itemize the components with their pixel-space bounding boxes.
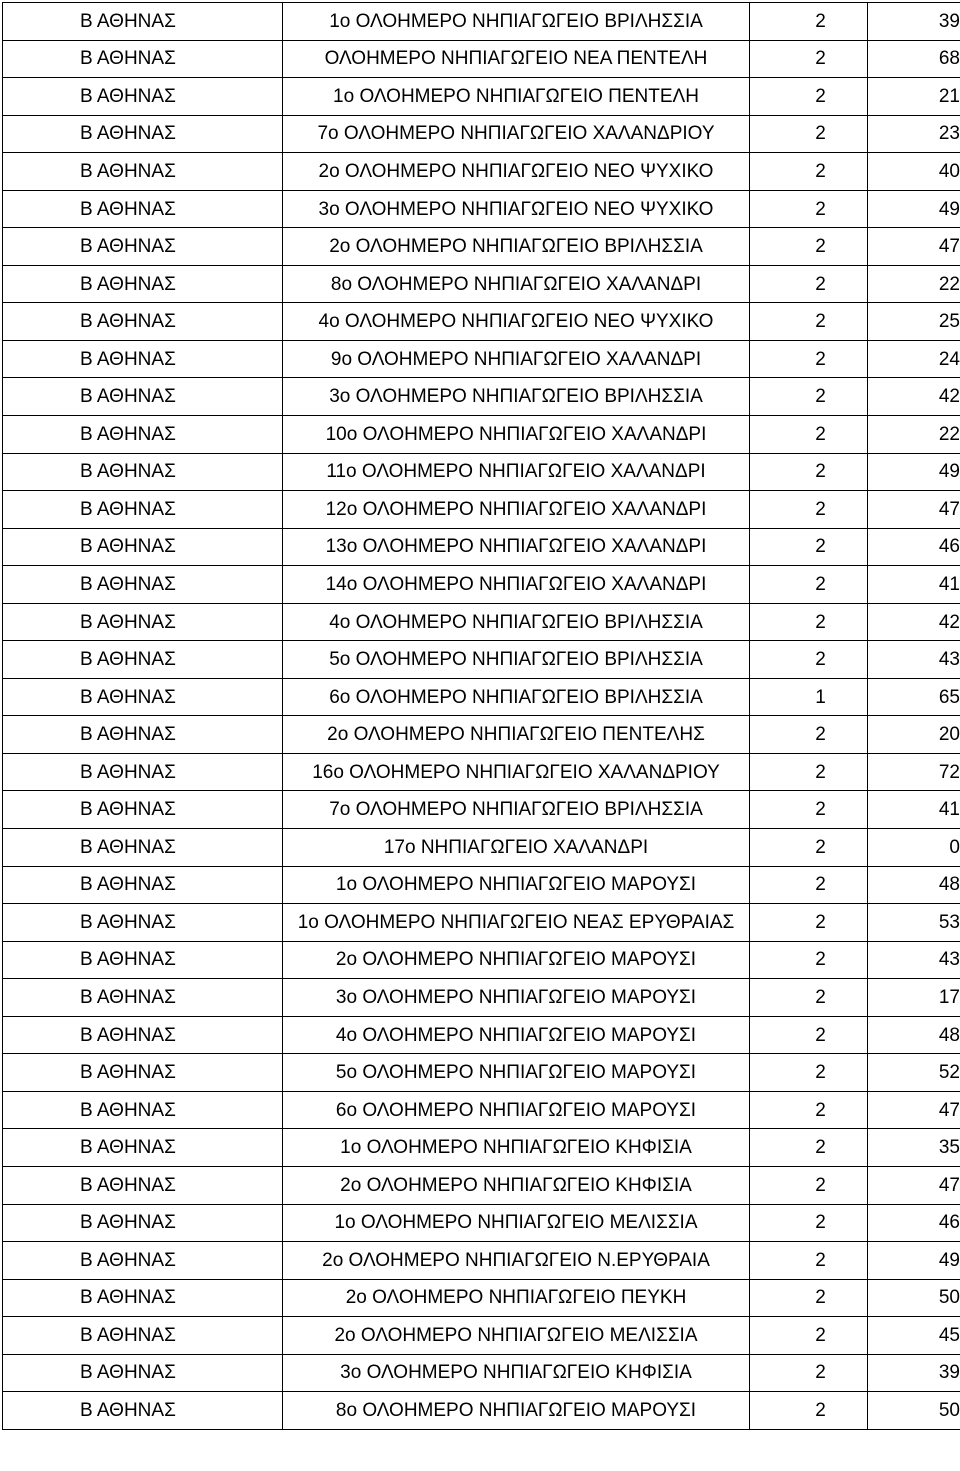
value-b-cell: 40 [868,153,960,191]
value-b-cell: 49 [868,190,960,228]
value-a-cell: 2 [750,1242,868,1280]
value-a-cell: 2 [750,603,868,641]
school-name-cell: 1ο ΟΛΟΗΜΕΡΟ ΝΗΠΙΑΓΩΓΕΙΟ ΒΡΙΛΗΣΣΙΑ [283,3,750,41]
value-b-cell: 50 [868,1279,960,1317]
school-name-cell: 2ο ΟΛΟΗΜΕΡΟ ΝΗΠΙΑΓΩΓΕΙΟ ΒΡΙΛΗΣΣΙΑ [283,228,750,266]
value-a-cell: 2 [750,303,868,341]
value-a-cell: 2 [750,829,868,867]
value-a-cell: 2 [750,566,868,604]
value-a-cell: 2 [750,3,868,41]
value-b-cell: 48 [868,1016,960,1054]
value-a-cell: 2 [750,1091,868,1129]
value-b-cell: 24 [868,340,960,378]
table-row [3,1166,960,1204]
table-row [3,753,960,791]
table-row [3,303,960,341]
table-row [3,866,960,904]
value-b-cell: 49 [868,453,960,491]
school-name-cell: 1ο ΟΛΟΗΜΕΡΟ ΝΗΠΙΑΓΩΓΕΙΟ ΜΑΡΟΥΣΙ [283,866,750,904]
value-a-cell: 2 [750,416,868,454]
value-a-cell: 2 [750,941,868,979]
value-a-cell: 2 [750,491,868,529]
table-row [3,1129,960,1167]
region-cell: Β ΑΘΗΝΑΣ [3,153,283,191]
value-b-cell: 47 [868,491,960,529]
value-b-cell: 46 [868,528,960,566]
table-row [3,603,960,641]
region-cell: Β ΑΘΗΝΑΣ [3,1392,283,1430]
school-name-cell: 2ο ΟΛΟΗΜΕΡΟ ΝΗΠΙΑΓΩΓΕΙΟ ΜΕΛΙΣΣΙΑ [283,1317,750,1355]
value-b-cell: 41 [868,566,960,604]
school-name-cell: 2ο ΟΛΟΗΜΕΡΟ ΝΗΠΙΑΓΩΓΕΙΟ ΚΗΦΙΣΙΑ [283,1166,750,1204]
value-a-cell: 2 [750,1204,868,1242]
region-cell: Β ΑΘΗΝΑΣ [3,1166,283,1204]
value-a-cell: 2 [750,1054,868,1092]
region-cell: Β ΑΘΗΝΑΣ [3,678,283,716]
value-b-cell: 50 [868,1392,960,1430]
value-a-cell: 2 [750,228,868,266]
school-name-cell: 8ο ΟΛΟΗΜΕΡΟ ΝΗΠΙΑΓΩΓΕΙΟ ΜΑΡΟΥΣΙ [283,1392,750,1430]
school-name-cell: 11ο ΟΛΟΗΜΕΡΟ ΝΗΠΙΑΓΩΓΕΙΟ ΧΑΛΑΝΔΡΙ [283,453,750,491]
value-b-cell: 46 [868,1204,960,1242]
table-row [3,1392,960,1430]
region-cell: Β ΑΘΗΝΑΣ [3,528,283,566]
table-row [3,1204,960,1242]
school-name-cell: 5ο ΟΛΟΗΜΕΡΟ ΝΗΠΙΑΓΩΓΕΙΟ ΜΑΡΟΥΣΙ [283,1054,750,1092]
value-b-cell: 39 [868,3,960,41]
value-a-cell: 2 [750,40,868,78]
value-a-cell: 2 [750,641,868,679]
region-cell: Β ΑΘΗΝΑΣ [3,78,283,116]
school-name-cell: 2ο ΟΛΟΗΜΕΡΟ ΝΗΠΙΑΓΩΓΕΙΟ Ν.ΕΡΥΘΡΑΙΑ [283,1242,750,1280]
table-row [3,378,960,416]
value-a-cell: 2 [750,753,868,791]
table-row [3,3,960,41]
region-cell: Β ΑΘΗΝΑΣ [3,941,283,979]
table-row [3,340,960,378]
school-name-cell: 1ο ΟΛΟΗΜΕΡΟ ΝΗΠΙΑΓΩΓΕΙΟ ΠΕΝΤΕΛΗ [283,78,750,116]
region-cell: Β ΑΘΗΝΑΣ [3,753,283,791]
value-b-cell: 22 [868,265,960,303]
value-a-cell: 2 [750,904,868,942]
value-a-cell: 2 [750,791,868,829]
table-row [3,1016,960,1054]
region-cell: Β ΑΘΗΝΑΣ [3,1129,283,1167]
region-cell: Β ΑΘΗΝΑΣ [3,866,283,904]
school-name-cell: 4ο ΟΛΟΗΜΕΡΟ ΝΗΠΙΑΓΩΓΕΙΟ ΒΡΙΛΗΣΣΙΑ [283,603,750,641]
school-name-cell: 1ο ΟΛΟΗΜΕΡΟ ΝΗΠΙΑΓΩΓΕΙΟ ΜΕΛΙΣΣΙΑ [283,1204,750,1242]
school-name-cell: 6ο ΟΛΟΗΜΕΡΟ ΝΗΠΙΑΓΩΓΕΙΟ ΒΡΙΛΗΣΣΙΑ [283,678,750,716]
school-name-cell: 7ο ΟΛΟΗΜΕΡΟ ΝΗΠΙΑΓΩΓΕΙΟ ΒΡΙΛΗΣΣΙΑ [283,791,750,829]
table-row [3,1091,960,1129]
school-name-cell: 2ο ΟΛΟΗΜΕΡΟ ΝΗΠΙΑΓΩΓΕΙΟ ΝΕΟ ΨΥΧΙΚΟ [283,153,750,191]
value-b-cell: 52 [868,1054,960,1092]
value-a-cell: 2 [750,1392,868,1430]
value-b-cell: 41 [868,791,960,829]
value-b-cell: 47 [868,228,960,266]
region-cell: Β ΑΘΗΝΑΣ [3,265,283,303]
table-row [3,1279,960,1317]
school-name-cell: 5ο ΟΛΟΗΜΕΡΟ ΝΗΠΙΑΓΩΓΕΙΟ ΒΡΙΛΗΣΣΙΑ [283,641,750,679]
value-a-cell: 2 [750,528,868,566]
value-a-cell: 2 [750,115,868,153]
value-b-cell: 23 [868,115,960,153]
school-name-cell: 3ο ΟΛΟΗΜΕΡΟ ΝΗΠΙΑΓΩΓΕΙΟ ΜΑΡΟΥΣΙ [283,979,750,1017]
value-b-cell: 17 [868,979,960,1017]
value-b-cell: 39 [868,1354,960,1392]
value-a-cell: 2 [750,1166,868,1204]
school-name-cell: 1ο ΟΛΟΗΜΕΡΟ ΝΗΠΙΑΓΩΓΕΙΟ ΝΕΑΣ ΕΡΥΘΡΑΙΑΣ [283,904,750,942]
table-row [3,228,960,266]
region-cell: Β ΑΘΗΝΑΣ [3,1354,283,1392]
region-cell: Β ΑΘΗΝΑΣ [3,1054,283,1092]
value-b-cell: 42 [868,603,960,641]
region-cell: Β ΑΘΗΝΑΣ [3,228,283,266]
table-row [3,528,960,566]
value-a-cell: 2 [750,1279,868,1317]
value-a-cell: 2 [750,340,868,378]
value-a-cell: 2 [750,979,868,1017]
table-row [3,78,960,116]
value-b-cell: 47 [868,1091,960,1129]
school-name-cell: 4ο ΟΛΟΗΜΕΡΟ ΝΗΠΙΑΓΩΓΕΙΟ ΝΕΟ ΨΥΧΙΚΟ [283,303,750,341]
value-b-cell: 35 [868,1129,960,1167]
region-cell: Β ΑΘΗΝΑΣ [3,1317,283,1355]
region-cell: Β ΑΘΗΝΑΣ [3,1204,283,1242]
table-row [3,190,960,228]
table-row [3,1054,960,1092]
school-name-cell: 2ο ΟΛΟΗΜΕΡΟ ΝΗΠΙΑΓΩΓΕΙΟ ΜΑΡΟΥΣΙ [283,941,750,979]
value-a-cell: 2 [750,378,868,416]
value-b-cell: 68 [868,40,960,78]
table-row [3,115,960,153]
value-a-cell: 2 [750,1016,868,1054]
value-a-cell: 2 [750,153,868,191]
table-row [3,566,960,604]
school-name-cell: 7ο ΟΛΟΗΜΕΡΟ ΝΗΠΙΑΓΩΓΕΙΟ ΧΑΛΑΝΔΡΙΟΥ [283,115,750,153]
value-b-cell: 47 [868,1166,960,1204]
value-b-cell: 43 [868,641,960,679]
region-cell: Β ΑΘΗΝΑΣ [3,303,283,341]
value-b-cell: 45 [868,1317,960,1355]
school-name-cell: 12ο ΟΛΟΗΜΕΡΟ ΝΗΠΙΑΓΩΓΕΙΟ ΧΑΛΑΝΔΡΙ [283,491,750,529]
table-row [3,1317,960,1355]
table-row [3,716,960,754]
region-cell: Β ΑΘΗΝΑΣ [3,979,283,1017]
table-body [3,3,960,1430]
region-cell: Β ΑΘΗΝΑΣ [3,378,283,416]
region-cell: Β ΑΘΗΝΑΣ [3,603,283,641]
value-b-cell: 25 [868,303,960,341]
table-row [3,153,960,191]
value-b-cell: 0 [868,829,960,867]
school-name-cell: 3ο ΟΛΟΗΜΕΡΟ ΝΗΠΙΑΓΩΓΕΙΟ ΚΗΦΙΣΙΑ [283,1354,750,1392]
school-name-cell: 9ο ΟΛΟΗΜΕΡΟ ΝΗΠΙΑΓΩΓΕΙΟ ΧΑΛΑΝΔΡΙ [283,340,750,378]
school-name-cell: 3ο ΟΛΟΗΜΕΡΟ ΝΗΠΙΑΓΩΓΕΙΟ ΝΕΟ ΨΥΧΙΚΟ [283,190,750,228]
region-cell: Β ΑΘΗΝΑΣ [3,416,283,454]
region-cell: Β ΑΘΗΝΑΣ [3,566,283,604]
table-row [3,641,960,679]
table-row [3,416,960,454]
table-row [3,491,960,529]
value-b-cell: 21 [868,78,960,116]
value-b-cell: 49 [868,1242,960,1280]
value-a-cell: 2 [750,716,868,754]
region-cell: Β ΑΘΗΝΑΣ [3,1016,283,1054]
table-row [3,791,960,829]
value-a-cell: 2 [750,1354,868,1392]
school-name-cell: 4ο ΟΛΟΗΜΕΡΟ ΝΗΠΙΑΓΩΓΕΙΟ ΜΑΡΟΥΣΙ [283,1016,750,1054]
value-a-cell: 2 [750,265,868,303]
school-name-cell: 3ο ΟΛΟΗΜΕΡΟ ΝΗΠΙΑΓΩΓΕΙΟ ΒΡΙΛΗΣΣΙΑ [283,378,750,416]
value-a-cell: 2 [750,1317,868,1355]
school-name-cell: 14ο ΟΛΟΗΜΕΡΟ ΝΗΠΙΑΓΩΓΕΙΟ ΧΑΛΑΝΔΡΙ [283,566,750,604]
school-name-cell: 6ο ΟΛΟΗΜΕΡΟ ΝΗΠΙΑΓΩΓΕΙΟ ΜΑΡΟΥΣΙ [283,1091,750,1129]
school-name-cell: ΟΛΟΗΜΕΡΟ ΝΗΠΙΑΓΩΓΕΙΟ ΝΕΑ ΠΕΝΤΕΛΗ [283,40,750,78]
region-cell: Β ΑΘΗΝΑΣ [3,641,283,679]
table-row [3,941,960,979]
region-cell: Β ΑΘΗΝΑΣ [3,904,283,942]
region-cell: Β ΑΘΗΝΑΣ [3,190,283,228]
school-name-cell: 8ο ΟΛΟΗΜΕΡΟ ΝΗΠΙΑΓΩΓΕΙΟ ΧΑΛΑΝΔΡΙ [283,265,750,303]
value-a-cell: 1 [750,678,868,716]
school-name-cell: 2ο ΟΛΟΗΜΕΡΟ ΝΗΠΙΑΓΩΓΕΙΟ ΠΕΥΚΗ [283,1279,750,1317]
value-a-cell: 2 [750,1129,868,1167]
school-name-cell: 10ο ΟΛΟΗΜΕΡΟ ΝΗΠΙΑΓΩΓΕΙΟ ΧΑΛΑΝΔΡΙ [283,416,750,454]
value-a-cell: 2 [750,866,868,904]
region-cell: Β ΑΘΗΝΑΣ [3,340,283,378]
value-b-cell: 53 [868,904,960,942]
value-b-cell: 22 [868,416,960,454]
table-row [3,265,960,303]
table-row [3,1242,960,1280]
value-b-cell: 48 [868,866,960,904]
region-cell: Β ΑΘΗΝΑΣ [3,1279,283,1317]
schools-table [2,2,960,1430]
school-name-cell: 2ο ΟΛΟΗΜΕΡΟ ΝΗΠΙΑΓΩΓΕΙΟ ΠΕΝΤΕΛΗΣ [283,716,750,754]
table-row [3,979,960,1017]
school-name-cell: 13ο ΟΛΟΗΜΕΡΟ ΝΗΠΙΑΓΩΓΕΙΟ ΧΑΛΑΝΔΡΙ [283,528,750,566]
table-row [3,1354,960,1392]
value-a-cell: 2 [750,190,868,228]
value-b-cell: 20 [868,716,960,754]
region-cell: Β ΑΘΗΝΑΣ [3,791,283,829]
value-b-cell: 72 [868,753,960,791]
value-b-cell: 43 [868,941,960,979]
region-cell: Β ΑΘΗΝΑΣ [3,1091,283,1129]
school-name-cell: 16ο ΟΛΟΗΜΕΡΟ ΝΗΠΙΑΓΩΓΕΙΟ ΧΑΛΑΝΔΡΙΟΥ [283,753,750,791]
table-row [3,904,960,942]
school-name-cell: 17ο ΝΗΠΙΑΓΩΓΕΙΟ ΧΑΛΑΝΔΡΙ [283,829,750,867]
table-row [3,678,960,716]
school-name-cell: 1ο ΟΛΟΗΜΕΡΟ ΝΗΠΙΑΓΩΓΕΙΟ ΚΗΦΙΣΙΑ [283,1129,750,1167]
region-cell: Β ΑΘΗΝΑΣ [3,1242,283,1280]
region-cell: Β ΑΘΗΝΑΣ [3,491,283,529]
table-row [3,829,960,867]
region-cell: Β ΑΘΗΝΑΣ [3,716,283,754]
region-cell: Β ΑΘΗΝΑΣ [3,453,283,491]
region-cell: Β ΑΘΗΝΑΣ [3,3,283,41]
value-b-cell: 42 [868,378,960,416]
value-b-cell: 65 [868,678,960,716]
value-a-cell: 2 [750,453,868,491]
value-a-cell: 2 [750,78,868,116]
table-row [3,453,960,491]
table-row [3,40,960,78]
region-cell: Β ΑΘΗΝΑΣ [3,829,283,867]
region-cell: Β ΑΘΗΝΑΣ [3,115,283,153]
region-cell: Β ΑΘΗΝΑΣ [3,40,283,78]
